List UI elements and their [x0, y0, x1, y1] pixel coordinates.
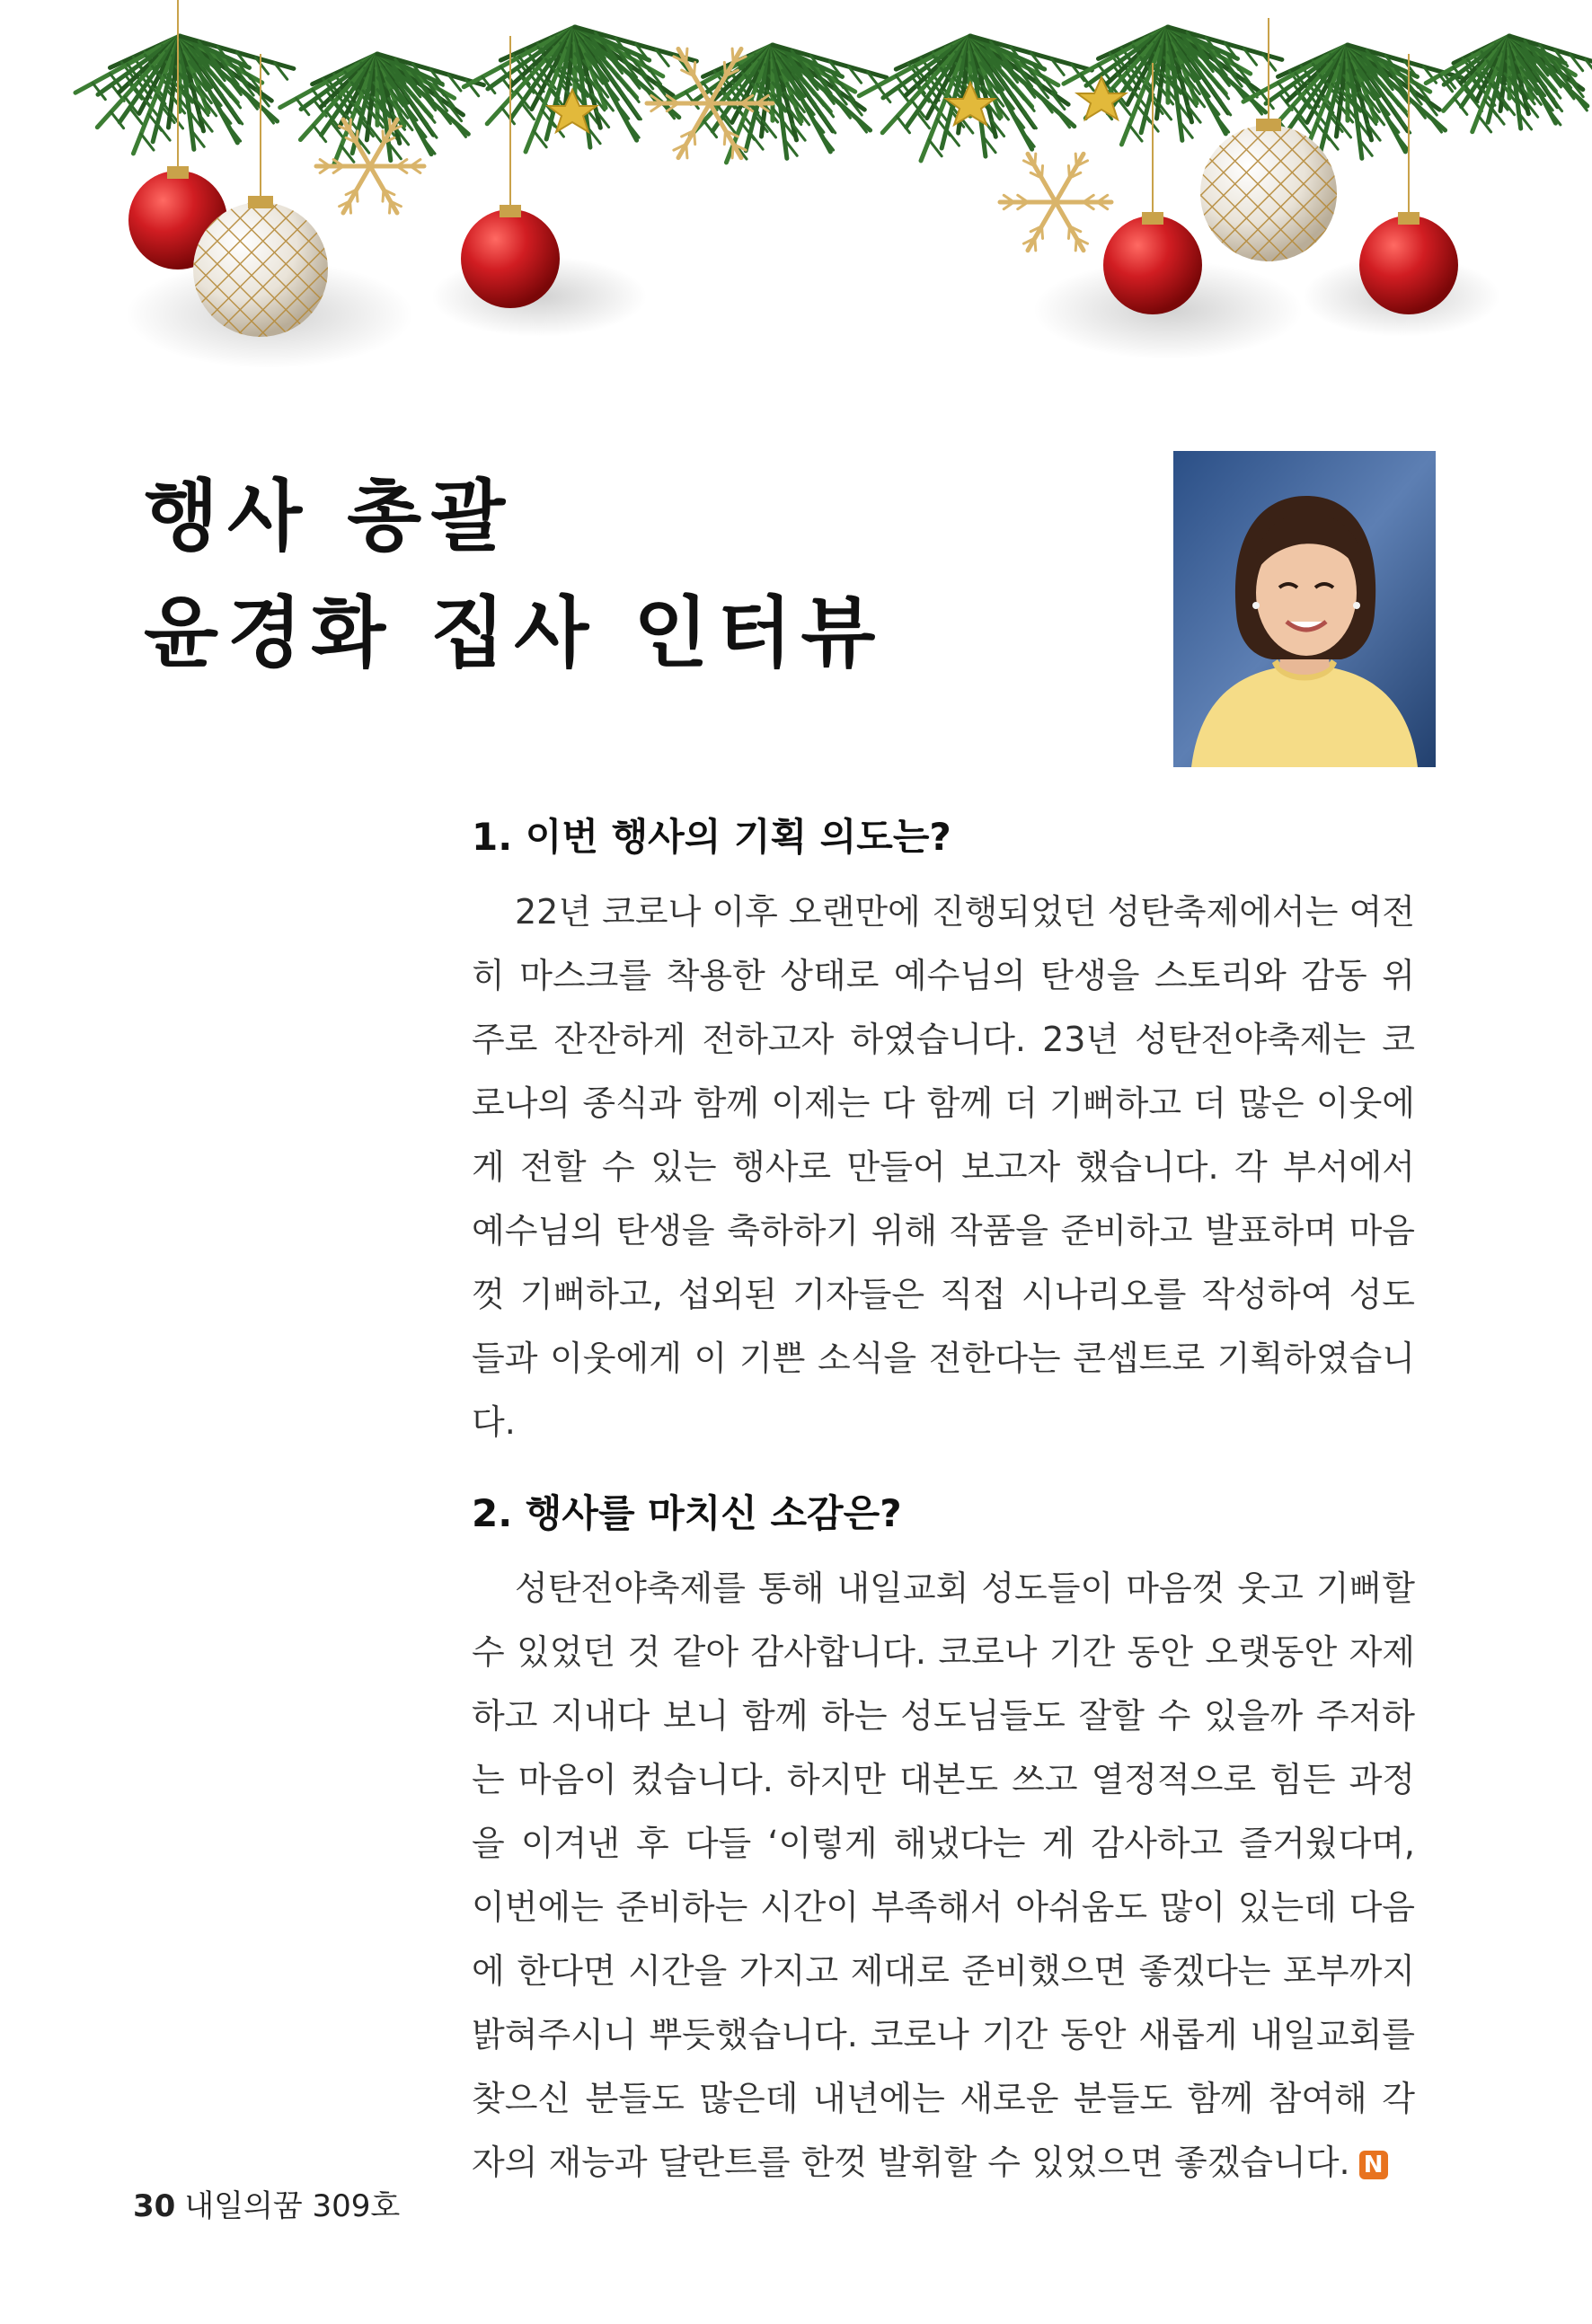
question-heading: 1. 이번 행사의 기획 의도는? — [472, 815, 951, 859]
interviewee-portrait — [1173, 451, 1436, 767]
title-line-1: 행사 총괄 — [144, 472, 515, 561]
answer-paragraph: 22년 코로나 이후 오랜만에 진행되었던 성탄축제에서는 여전히 마스크를 착용한 상태로 예수님의 탄생을 스토리와 감동 위주로 잔잔하게 전하고자 하였습니다. 23년 성탄전야축제는 코로나의 종식과 함께 이제는 다 함께 더 기뻐하고 더 많은 이웃에게 전할 수 있는 행사로 만들어 보고자 했습니다. 각 부서에서 예수님의 탄생을 축하하기 위해 작품을 준비하고 발표하며 마음껏 기뻐하고, 섭외된 기자들은 직접 시나리오를 작성하여 성도들과 이웃에게 이 기쁜 소식을 전한다는 콘셉트로 기획하였습니다. — [472, 892, 1415, 1442]
title-line-2: 윤경화 집사 인터뷰 — [144, 588, 885, 678]
christmas-garland-banner — [0, 0, 1592, 395]
question-heading: 2. 행사를 마치신 소감은? — [472, 1491, 902, 1535]
answer-paragraph — [472, 1557, 1415, 2195]
interview-content — [472, 809, 1415, 2225]
publication-name: 내일의꿈 309호 — [184, 2188, 401, 2224]
answer-text: 성탄전야축제를 통해 내일교회 성도들이 마음껏 웃고 기뻐할 수 있었던 것 같아 감사합니다. 코로나 기간 동안 오랫동안 자제하고 지내다 보니 함께 하는 성도님들도 잘할 수 있을까 주저하는 마음이 컸습니다. 하지만 대본도 쓰고 열정적으로 힘든 과정을 이겨낸 후 다들 ‘이렇게 해냈다는 게 감사하고 즐거웠다며, 이번에는 준비하는 시간이 부족해서 아쉬움도 많이 있는데 다음에 한다면 시간을 가지고 제대로 준비했으면 좋겠다는 포부까지 밝혀주시니 뿌듯했습니다. 코로나 기간 동안 새롭게 내일교회를 찾으신 분들도 많은데 내년에는 새로운 분들도 함께 참여해 각자의 재능과 달란트를 한껏 발휘할 수 있었으면 좋겠습니다. — [472, 1568, 1415, 2182]
page-footer — [133, 2181, 400, 2225]
interview-item-1 — [472, 809, 1415, 1454]
article-title — [144, 458, 885, 692]
page-number: 30 — [133, 2188, 176, 2224]
end-mark-icon: N — [1359, 2151, 1388, 2179]
interview-item-2 — [472, 1485, 1415, 2195]
